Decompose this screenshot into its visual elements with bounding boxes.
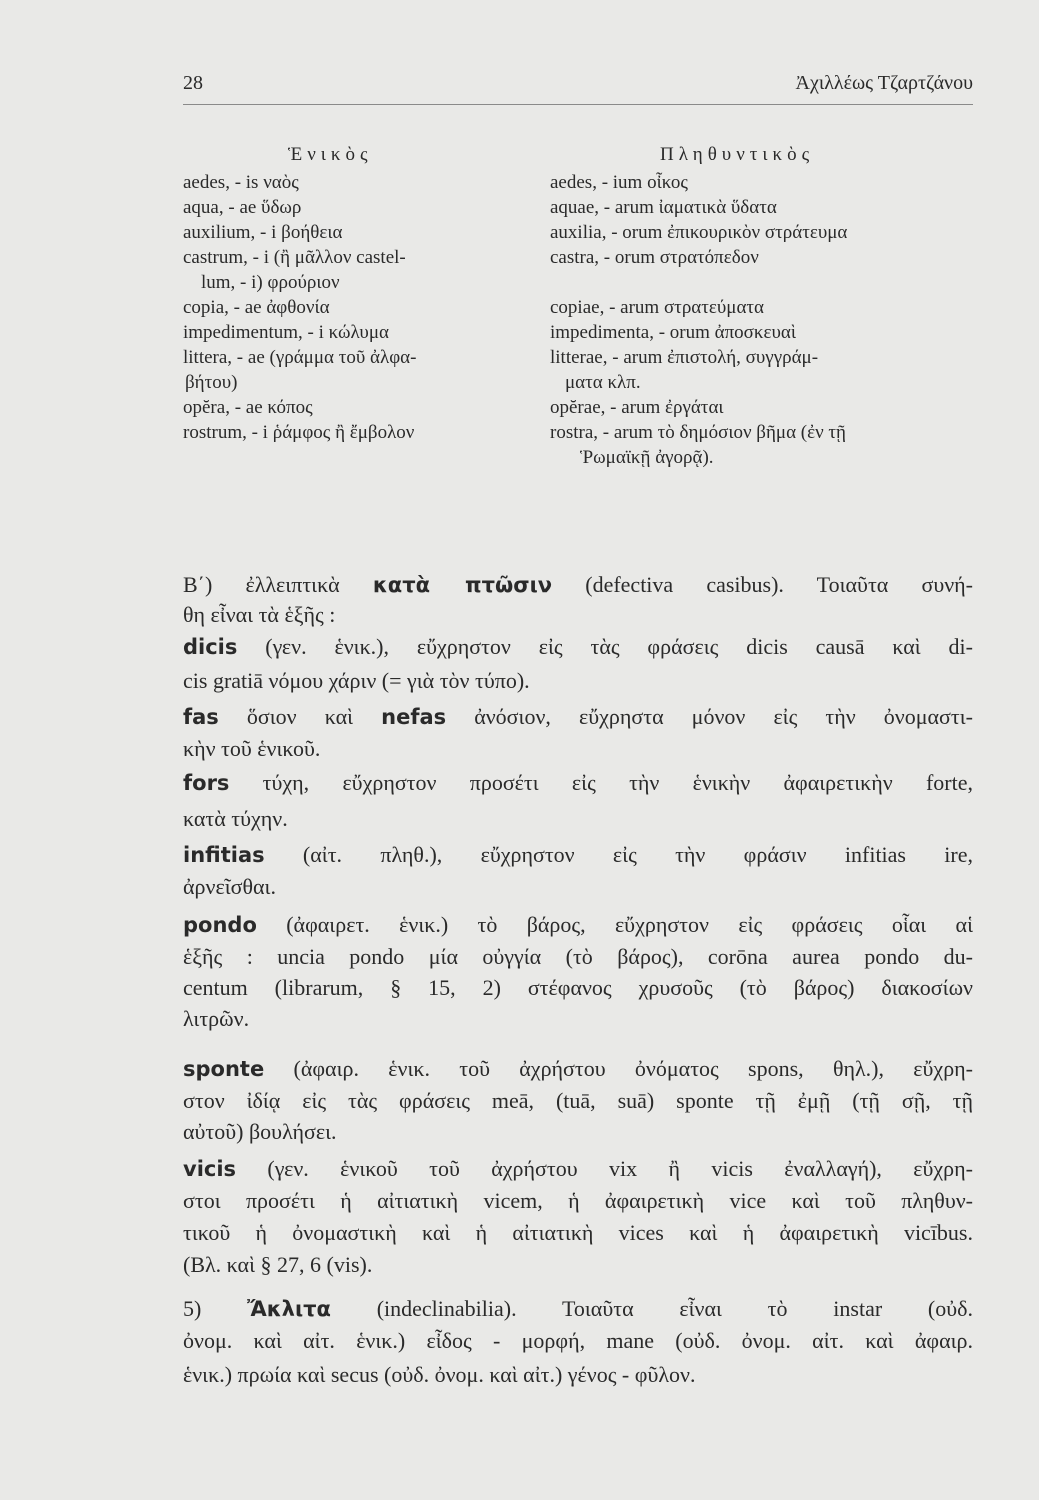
text-run: (indeclinabilia). Τοιαῦτα εἶναι τὸ instar (οὐδ.: [330, 1296, 974, 1321]
body-line: [183, 973, 973, 1003]
text-run: cis gratiā νόμου χάριν (= γιὰ τὸν τύπο).: [183, 668, 530, 693]
body-line: [183, 666, 973, 696]
body-line: [183, 1086, 973, 1116]
singular-entry: βήτου): [185, 372, 238, 393]
plural-entry: auxilia, - orum ἐπικουρικὸν στράτευμα: [550, 222, 848, 243]
plural-entry: rostra, - arum τὸ δημόσιον βῆμα (ἐν τῇ: [550, 422, 846, 443]
body-line: [183, 1054, 973, 1084]
text-run: (ἀφαιρετ. ἑνικ.) τὸ βάρος, εὔχρηστον εἰς φράσεις οἷαι αἱ: [256, 912, 973, 937]
bold-term: dicis: [183, 635, 238, 659]
text-run: ὅσιον καὶ: [218, 704, 382, 729]
bold-term: vicis: [183, 1157, 237, 1181]
singular-entry: auxilium, - i βοήθεια: [183, 222, 343, 243]
bold-term: fas: [183, 705, 219, 729]
text-run: B΄) ἐλλειπτικὰ: [183, 572, 373, 597]
body-line: [183, 570, 973, 600]
singular-entry: littera, - ae (γράμμα τοῦ ἀλφα-: [183, 347, 417, 368]
plural-entry: aedes, - ium οἶκος: [550, 172, 688, 193]
text-run: (ἀφαιρ. ἑνικ. τοῦ ἀχρήστου ὀνόματος spons, θηλ.), εὔχρη-: [264, 1056, 973, 1081]
text-run: τικοῦ ἡ ὀνομαστικὴ καὶ ἡ αἰτιατικὴ vices καὶ ἡ ἀφαιρετικὴ vicībus.: [183, 1220, 973, 1245]
singular-entry: copia, - ae ἀφθονία: [183, 297, 330, 318]
singular-entry: lum, - i) φρούριον: [201, 272, 340, 293]
text-run: τύχη, εὔχρηστον προσέτι εἰς τὴν ἑνικὴν ἀφαιρετικὴν forte,: [229, 770, 973, 795]
plural-heading: Πληθυντικὸς: [660, 144, 815, 165]
body-line: [183, 1360, 973, 1390]
singular-entry: aqua, - ae ὕδωρ: [183, 197, 302, 218]
plural-entry: aquae, - arum ἰαματικὰ ὕδατα: [550, 197, 777, 218]
body-line: [183, 1218, 973, 1248]
plural-entry: impedimenta, - orum ἀποσκευαὶ: [550, 322, 796, 343]
text-run: ἑνικ.) πρωία καὶ secus (οὐδ. ὀνομ. καὶ αἰτ.) γένος - φῦλον.: [183, 1362, 696, 1387]
singular-entry: opĕra, - ae κόπος: [183, 397, 313, 418]
text-run: ὀνομ. καὶ αἰτ. ἑνικ.) εἶδος - μορφή, mane (οὐδ. ὀνομ. αἰτ. καὶ ἀφαιρ.: [183, 1328, 973, 1353]
body-line: [183, 1326, 973, 1356]
header-rule: [183, 104, 973, 105]
body-line: [183, 1154, 973, 1184]
text-run: centum (librarum, § 15, 2) στέφανος χρυσοῦς (τὸ βάρος) διακοσίων: [183, 975, 973, 1000]
body-line: [183, 1250, 973, 1280]
body-line: [183, 768, 973, 798]
body-line: [183, 804, 973, 834]
text-run: κατὰ τύχην.: [183, 806, 288, 831]
body-line: [183, 702, 973, 732]
text-run: ἀνόσιον, εὔχρηστα μόνον εἰς τὴν ὀνομαστι-: [446, 704, 973, 729]
text-run: ἑξῆς : uncia pondo μία οὐγγία (τὸ βάρος), corōna aurea pondo du-: [183, 944, 973, 969]
text-run: κὴν τοῦ ἑνικοῦ.: [183, 736, 321, 761]
body-line: [183, 1117, 973, 1147]
text-run: λιτρῶν.: [183, 1006, 250, 1031]
plural-entry: ματα κλπ.: [565, 372, 641, 393]
text-run: (γεν. ἑνικ.), εὔχρηστον εἰς τὰς φράσεις dicis causā καὶ di-: [237, 634, 973, 659]
bold-term: sponte: [183, 1057, 265, 1081]
singular-entry: impedimentum, - i κώλυμα: [183, 322, 389, 343]
plural-entry: copiae, - arum στρατεύματα: [550, 297, 765, 318]
running-title: Ἀχιλλέως Τζαρτζάνου: [795, 72, 973, 94]
text-run: (defectiva casibus). Τοιαῦτα συνή-: [552, 572, 973, 597]
bold-term: fors: [183, 771, 230, 795]
body-line: [183, 1186, 973, 1216]
body-line: [183, 840, 973, 870]
bold-term: infitias: [183, 843, 265, 867]
text-run: (Βλ. καὶ § 27, 6 (vis).: [183, 1252, 373, 1277]
singular-entry: aedes, - is ναὸς: [183, 172, 299, 193]
page-number: 28: [183, 72, 203, 94]
plural-entry: castra, - orum στρατόπεδον: [550, 247, 759, 268]
body-line: [183, 910, 973, 940]
text-run: στοι προσέτι ἡ αἰτιατικὴ vicem, ἡ ἀφαιρετικὴ vice καὶ τοῦ πληθυν-: [183, 1188, 973, 1213]
text-run: 5): [183, 1296, 248, 1321]
singular-entry: rostrum, - i ῥάμφος ἢ ἔμβολον: [183, 422, 415, 443]
body-line: [183, 1004, 973, 1034]
bold-term: κατὰ πτῶσιν: [372, 573, 553, 597]
plural-entry: Ῥωμαϊκῇ ἀγορᾷ).: [580, 447, 714, 468]
body-line: [183, 942, 973, 972]
text-run: θη εἶναι τὰ ἑξῆς :: [183, 602, 336, 627]
body-line: [183, 872, 973, 902]
singular-entry: castrum, - i (ἢ μᾶλλον castel-: [183, 247, 406, 268]
text-run: ἀρνεῖσθαι.: [183, 874, 276, 899]
plural-entry: opĕrae, - arum ἐργάται: [550, 397, 724, 418]
body-line: [183, 600, 973, 630]
bold-term: Ἄκλιτα: [247, 1297, 331, 1321]
text-run: (γεν. ἑνικοῦ τοῦ ἀχρήστου vix ἢ vicis ἐναλλαγή), εὔχρη-: [236, 1156, 973, 1181]
text-run: αὐτοῦ) βουλήσει.: [183, 1119, 337, 1144]
body-line: [183, 734, 973, 764]
text-run: (αἰτ. πληθ.), εὔχρηστον εἰς τὴν φράσιν infitias ire,: [264, 842, 973, 867]
text-run: στον ἰδίᾳ εἰς τὰς φράσεις meā, (tuā, suā) sponte τῇ ἐμῇ (τῇ σῇ, τῇ: [183, 1088, 973, 1113]
body-line: [183, 632, 973, 662]
body-line: [183, 1294, 973, 1324]
bold-term: nefas: [381, 705, 447, 729]
plural-entry: litterae, - arum ἐπιστολή, συγγράμ-: [550, 347, 819, 368]
bold-term: pondo: [183, 913, 257, 937]
singular-heading: Ἑνικὸς: [288, 144, 373, 165]
